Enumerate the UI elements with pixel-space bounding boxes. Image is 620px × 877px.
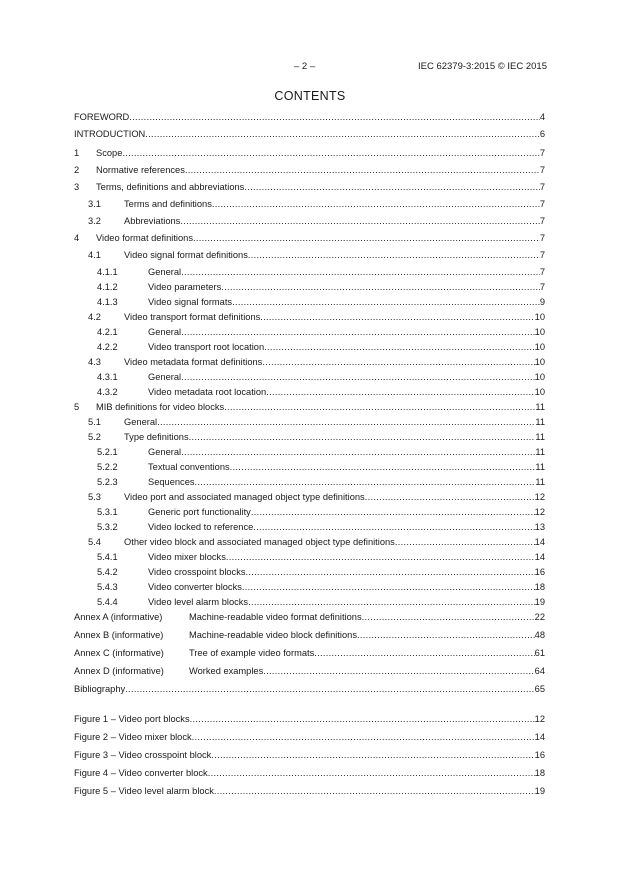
toc-entry[interactable] [74,567,545,582]
dot-leader [251,507,535,517]
figure-entry[interactable] [74,750,545,768]
toc-entry-page: 61 [534,647,545,658]
toc-entry[interactable] [74,522,545,537]
dot-leader [192,732,535,742]
toc-entry-page: 10 [534,386,545,397]
figure-entry-page: 16 [534,750,545,760]
toc-entry-number: 5.2.2 [97,461,118,472]
toc-entry-number: Annex D (informative) [74,665,164,676]
toc-entry-title: Machine-readable video block definitions [189,629,357,640]
toc-entry[interactable] [74,492,545,507]
dot-leader [181,327,535,337]
figure-entry-page: 19 [534,786,545,796]
toc-entry-number: Annex B (informative) [74,629,164,640]
toc-entry-page: 7 [539,266,545,277]
toc-entry-number: 4.1.2 [97,281,118,292]
dot-leader [248,597,535,607]
toc-entry-number: 3 [74,181,80,192]
toc-entry-page: 10 [534,356,545,367]
toc-entry-page: 16 [534,566,545,577]
toc-entry-title: Terms, definitions and abbreviations [96,181,245,192]
dot-leader [224,402,535,412]
toc-entry-title: Generic port functionality [148,506,251,517]
dot-leader [260,312,534,322]
toc-entry-number: 5.2.3 [97,476,118,487]
toc-entry[interactable] [74,129,545,148]
toc-entry-number: Annex A (informative) [74,611,163,622]
toc-entry-number: 2 [74,164,80,175]
figure-entry-title: Figure 4 – Video converter block [74,768,208,778]
dot-leader [314,648,534,658]
figure-entry-title: Figure 1 – Video port blocks [74,714,190,724]
toc-entry-title: Bibliography [74,683,126,694]
dot-leader [189,432,536,442]
figure-entry-title: Figure 3 – Video crosspoint block [74,750,212,760]
toc-entry-page: 12 [534,506,545,517]
figure-entry-page: 14 [534,732,545,742]
toc-entry-title: Video crosspoint blocks [148,566,246,577]
figure-entry[interactable] [74,732,545,750]
toc-entry-page: 7 [539,215,545,226]
toc-entry-title: Abbreviations [124,215,181,226]
dot-leader [230,462,536,472]
toc-entry-page: 65 [534,683,545,694]
toc-entry-page: 7 [539,198,545,209]
toc-entry-page: 22 [534,611,545,622]
toc-entry-title: Type definitions [124,431,189,442]
toc-entry[interactable] [74,507,545,522]
toc-entry-page: 7 [539,181,545,192]
toc-entry-number: 4.2 [88,311,101,322]
toc-entry-number: 5.4.3 [97,581,118,592]
dot-leader [395,537,535,547]
toc-entry[interactable] [74,582,545,597]
toc-entry[interactable] [74,612,545,630]
toc-entry-number: 5 [74,401,80,412]
toc-entry-title: Video transport format definitions [124,311,261,322]
toc-entry-title: Terms and definitions [124,198,212,209]
list-of-figures [74,714,545,804]
document-id: IEC 62379-3:2015 © IEC 2015 [417,61,547,72]
dot-leader [190,714,535,724]
toc-entry[interactable] [74,597,545,612]
toc-entry[interactable] [74,165,545,182]
toc-entry-page: 9 [539,296,545,307]
toc-entry-page: 12 [534,491,545,502]
dot-leader [211,750,534,760]
toc-entry[interactable] [74,552,545,567]
toc-entry-number: 4.2.2 [97,341,118,352]
toc-entry-title: Video format definitions [96,232,193,243]
toc-entry-page: 11 [535,461,545,472]
dot-leader [125,684,534,694]
figure-entry-title: Figure 2 – Video mixer block [74,732,192,742]
dot-leader [357,630,535,640]
toc-entry-number: 3.1 [88,198,101,209]
figure-entry-page: 18 [534,768,545,778]
toc-entry-title: General [148,326,182,337]
toc-entry-number: 4.3.2 [97,386,118,397]
toc-entry-page: 7 [539,164,545,175]
toc-entry[interactable] [74,372,545,387]
toc-entry-number: 4.3.1 [97,371,118,382]
dot-leader [246,567,535,577]
toc-entry[interactable] [74,216,545,233]
contents-title: CONTENTS [274,89,346,103]
toc-entry[interactable] [74,250,545,267]
toc-entry-number: 4 [74,232,80,243]
toc-entry-number: 5.1 [88,416,101,427]
dot-leader [208,768,535,778]
dot-leader [129,112,540,122]
toc-entry-page: 11 [535,431,545,442]
toc-entry[interactable] [74,630,545,648]
dot-leader [232,297,540,307]
dot-leader [244,182,540,192]
toc-entry[interactable] [74,199,545,216]
toc-entry[interactable] [74,462,545,477]
toc-entry[interactable] [74,402,545,417]
toc-entry-page: 7 [539,281,545,292]
toc-entry-number: 4.3 [88,356,101,367]
toc-entry-page: 10 [534,371,545,382]
toc-entry-number: 4.1.1 [97,266,118,277]
dot-leader [253,522,534,532]
dot-leader [185,165,540,175]
toc-entry-page: 13 [534,521,545,532]
toc-entry-page: 10 [534,341,545,352]
toc-entry-number: 4.1 [88,249,101,260]
toc-entry-title: General [148,446,182,457]
toc-entry-number: 5.2 [88,431,101,442]
toc-entry-title: Tree of example video formats [189,647,315,658]
toc-entry-title: FOREWORD [74,112,130,122]
toc-entry-number: 4.1.3 [97,296,118,307]
toc-entry-number: 5.4.1 [97,551,118,562]
toc-entry[interactable] [74,648,545,666]
toc-entry-page: 14 [534,551,545,562]
toc-entry-title: Scope [96,147,123,158]
toc-entry-page: 7 [539,232,545,243]
toc-entry-page: 64 [534,665,545,676]
toc-entry-number: 5.3.2 [97,521,118,532]
toc-entry[interactable] [74,233,545,250]
toc-entry[interactable] [74,666,545,684]
toc-entry-title: Video metadata root location [148,386,267,397]
dot-leader [195,477,536,487]
toc-entry-title: General [148,371,182,382]
figure-entry-title: Figure 5 – Video level alarm block [74,786,214,796]
toc-entry-title: Video signal format definitions [124,249,248,260]
dot-leader [248,250,540,260]
dot-leader [180,216,539,226]
toc-entry-page: 11 [535,416,545,427]
dot-leader [193,233,540,243]
toc-entry[interactable] [74,684,545,702]
toc-entry[interactable] [74,417,545,432]
dot-leader [212,199,540,209]
figure-entry[interactable] [74,714,545,732]
toc-entry-number: 5.3 [88,491,101,502]
dot-leader [214,786,535,796]
dot-leader [362,612,535,622]
dot-leader [181,447,535,457]
dot-leader [221,282,540,292]
toc-entry-number: 5.2.1 [97,446,118,457]
toc-entry-number: Annex C (informative) [74,647,164,658]
figure-entry[interactable] [74,786,545,804]
toc-entry[interactable] [74,327,545,342]
toc-entry-page: 19 [534,596,545,607]
toc-entry-page: 7 [539,249,545,260]
dot-leader [264,342,535,352]
toc-entry-page: 7 [539,147,545,158]
dot-leader [365,492,535,502]
toc-entry[interactable] [74,148,545,165]
toc-entry-title: Video parameters [148,281,222,292]
table-of-contents [74,112,545,702]
toc-entry-number: 3.2 [88,215,101,226]
toc-entry-title: Sequences [148,476,195,487]
page-number: – 2 – [294,61,316,72]
toc-entry[interactable] [74,297,545,312]
toc-entry-title: Video port and associated managed object type definitions [124,491,365,502]
toc-entry-page: 14 [534,536,545,547]
dot-leader [263,666,534,676]
dot-leader [262,357,534,367]
toc-entry-title: Video mixer blocks [148,551,226,562]
toc-entry-title: INTRODUCTION [74,129,146,139]
dot-leader [242,582,535,592]
toc-entry[interactable] [74,342,545,357]
toc-entry-title: Normative references [96,164,185,175]
toc-entry[interactable] [74,182,545,199]
toc-entry-title: MIB definitions for video blocks [96,401,225,412]
toc-entry-number: 5.4.2 [97,566,118,577]
dot-leader [226,552,535,562]
toc-entry-title: General [124,416,158,427]
dot-leader [145,129,540,139]
dot-leader [266,387,534,397]
toc-entry-page: 18 [534,581,545,592]
toc-entry-number: 1 [74,147,80,158]
toc-entry-number: 5.3.1 [97,506,118,517]
dot-leader [157,417,535,427]
toc-entry[interactable] [74,387,545,402]
toc-entry-page: 48 [534,629,545,640]
toc-entry-title: Video level alarm blocks [148,596,249,607]
toc-entry-title: Video converter blocks [148,581,242,592]
dot-leader [181,372,535,382]
toc-entry-title: Video locked to reference [148,521,254,532]
toc-entry-title: Video transport root location [148,341,265,352]
dot-leader [122,148,539,158]
toc-entry-page: 10 [534,326,545,337]
toc-entry-number: 4.2.1 [97,326,118,337]
toc-entry-page: 10 [534,311,545,322]
toc-entry-page: 11 [535,476,545,487]
toc-entry[interactable] [74,477,545,492]
toc-entry[interactable] [74,112,545,129]
toc-entry[interactable] [74,432,545,447]
figure-entry-page: 12 [534,714,545,724]
toc-entry-page: 11 [535,446,545,457]
toc-entry[interactable] [74,357,545,372]
toc-entry-title: Other video block and associated managed object type definitions [124,536,395,547]
toc-entry-page: 11 [535,401,545,412]
toc-entry[interactable] [74,312,545,327]
toc-entry[interactable] [74,267,545,282]
toc-entry-title: Video metadata format definitions [124,356,263,367]
toc-entry[interactable] [74,537,545,552]
toc-entry-number: 5.4 [88,536,101,547]
toc-entry-number: 5.4.4 [97,596,118,607]
toc-entry-page: 4 [539,112,545,122]
figure-entry[interactable] [74,768,545,786]
toc-entry-title: General [148,266,182,277]
toc-entry-title: Video signal formats [148,296,233,307]
toc-entry[interactable] [74,447,545,462]
toc-entry-title: Textual conventions [148,461,230,472]
dot-leader [181,267,540,277]
toc-entry-page: 6 [539,129,545,139]
toc-entry-title: Worked examples [189,665,264,676]
toc-entry[interactable] [74,282,545,297]
toc-entry-title: Machine-readable video format definitions [189,611,362,622]
